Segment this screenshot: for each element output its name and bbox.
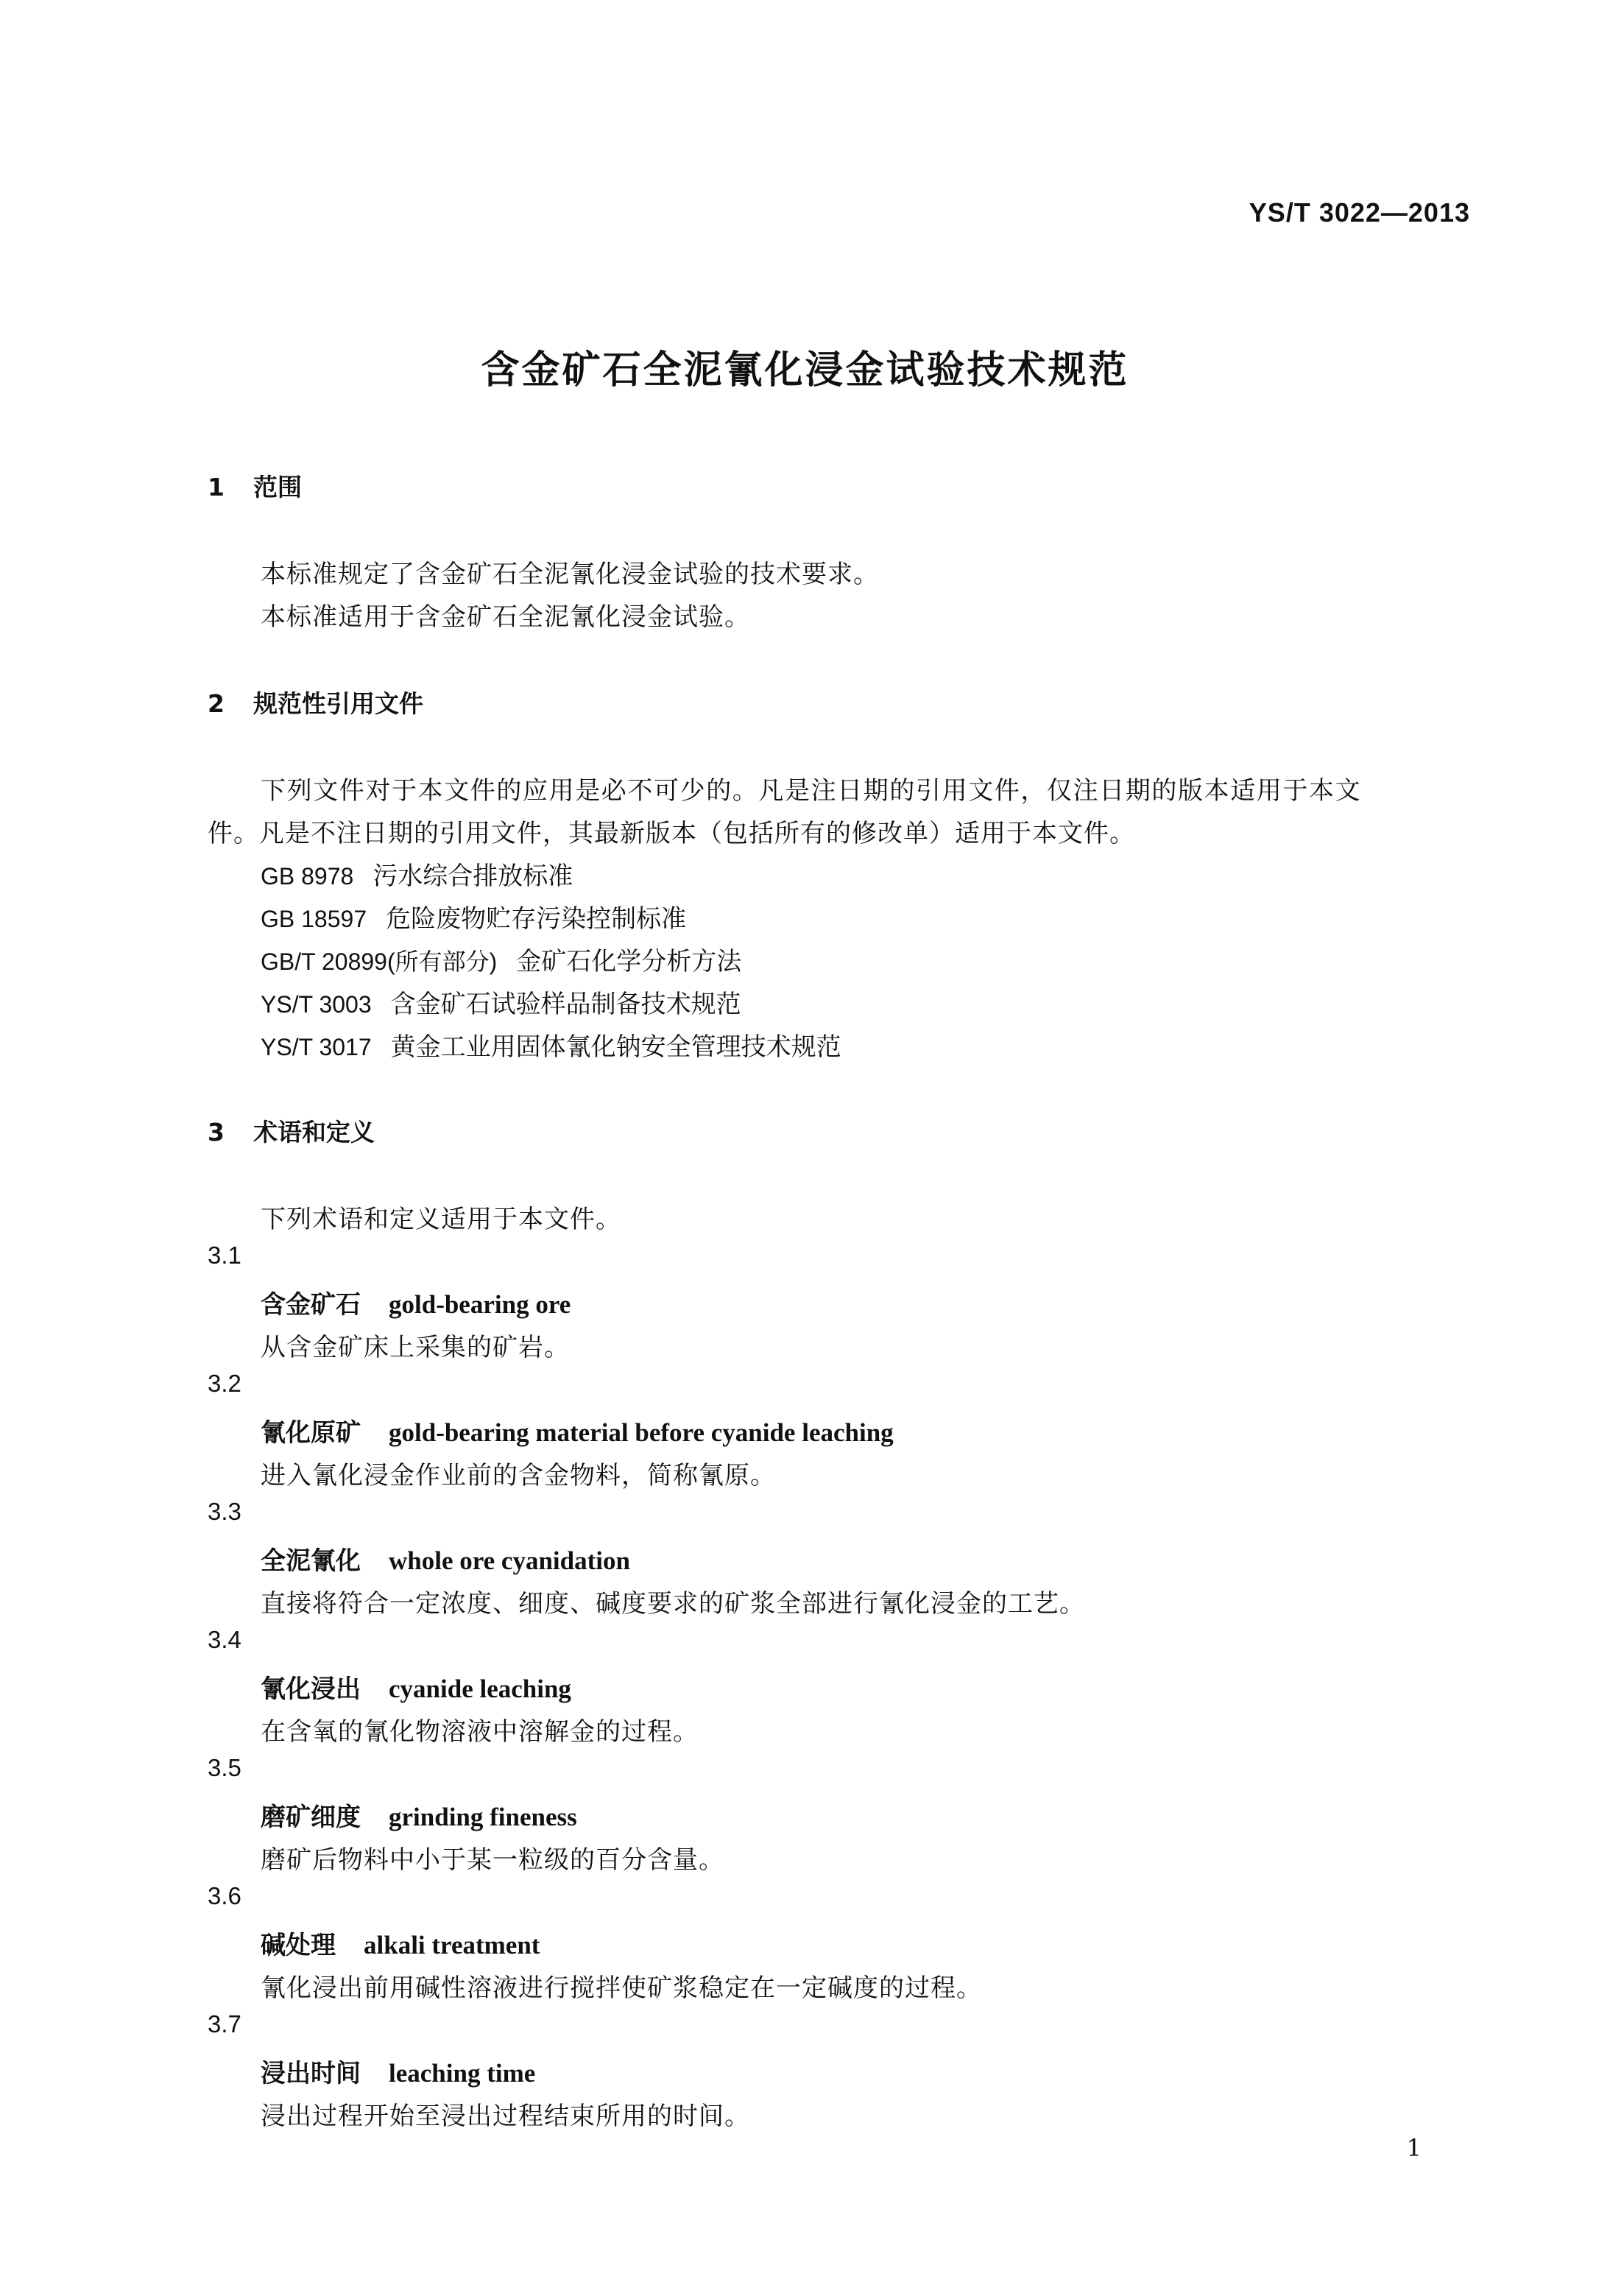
section-2-heading bbox=[208, 685, 423, 719]
reference-title: 金矿石化学分析方法 bbox=[516, 947, 742, 976]
term-english: cyanide leaching bbox=[389, 1675, 571, 1703]
term-english: whole ore cyanidation bbox=[389, 1546, 630, 1575]
term-definition: 进入氰化浸金作业前的含金物料，简称氰原。 bbox=[261, 1461, 776, 1490]
term-english: gold-bearing ore bbox=[389, 1290, 571, 1319]
term-number: 3.6 bbox=[208, 1882, 241, 1909]
section-number: 2 bbox=[208, 689, 225, 718]
term-definition: 从含金矿床上采集的矿岩。 bbox=[261, 1333, 570, 1362]
reference-title: 含金矿石试验样品制备技术规范 bbox=[390, 990, 741, 1019]
term-definition: 氰化浸出前用碱性溶液进行搅拌使矿浆稳定在一定碱度的过程。 bbox=[261, 1973, 982, 2003]
scope-paragraph: 本标准规定了含金矿石全泥氰化浸金试验的技术要求。 bbox=[261, 560, 879, 589]
term-english: gold-bearing material before cyanide leaching bbox=[389, 1418, 894, 1447]
term-number: 3.4 bbox=[208, 1626, 241, 1653]
section-1-heading bbox=[208, 468, 302, 503]
document-title: 含金矿石全泥氰化浸金试验技术规范 bbox=[481, 348, 1129, 392]
standard-code: YS/T 3022—2013 bbox=[1249, 197, 1470, 228]
section-number: 3 bbox=[208, 1118, 225, 1147]
reference-code: YS/T 3003 bbox=[261, 991, 372, 1018]
term-chinese: 碱处理 bbox=[261, 1931, 336, 1960]
reference-code: GB 8978 bbox=[261, 863, 354, 890]
reference-item bbox=[261, 856, 573, 892]
term-chinese: 磨矿细度 bbox=[261, 1803, 361, 1832]
reference-title: 危险废物贮存污染控制标准 bbox=[386, 904, 687, 934]
section-number: 1 bbox=[208, 473, 225, 501]
scope-paragraph: 本标准适用于含金矿石全泥氰化浸金试验。 bbox=[261, 602, 750, 632]
terms-intro: 下列术语和定义适用于本文件。 bbox=[261, 1205, 621, 1234]
reference-code: GB/T 20899(所有部分) bbox=[261, 948, 498, 975]
term-number: 3.3 bbox=[208, 1498, 241, 1525]
reference-item bbox=[261, 898, 686, 934]
term-entry bbox=[261, 1284, 571, 1320]
term-entry bbox=[261, 2053, 535, 2089]
term-number: 3.1 bbox=[208, 1242, 241, 1269]
term-definition: 磨矿后物料中小于某一粒级的百分含量。 bbox=[261, 1845, 724, 1875]
term-english: grinding fineness bbox=[389, 1803, 577, 1831]
term-chinese: 氰化浸出 bbox=[261, 1675, 361, 1704]
term-entry bbox=[261, 1412, 894, 1448]
section-title: 规范性引用文件 bbox=[253, 689, 423, 718]
section-title: 范围 bbox=[253, 473, 302, 501]
reference-item bbox=[261, 984, 741, 1020]
reference-item bbox=[261, 1026, 841, 1063]
term-chinese: 全泥氰化 bbox=[261, 1546, 361, 1576]
reference-code: GB 18597 bbox=[261, 906, 367, 932]
term-definition: 直接将符合一定浓度、细度、碱度要求的矿浆全部进行氰化浸金的工艺。 bbox=[261, 1589, 1085, 1619]
reference-code: YS/T 3017 bbox=[261, 1034, 372, 1060]
page-number: 1 bbox=[1406, 2134, 1422, 2162]
term-number: 3.7 bbox=[208, 2010, 241, 2038]
references-intro-line: 下列文件对于本文件的应用是必不可少的。凡是注日期的引用文件，仅注日期的版本适用于本文 bbox=[261, 776, 1362, 806]
term-english: leaching time bbox=[389, 2059, 536, 2088]
reference-title: 污水综合排放标准 bbox=[373, 862, 573, 891]
term-chinese: 含金矿石 bbox=[261, 1290, 361, 1320]
term-entry bbox=[261, 1540, 630, 1577]
section-title: 术语和定义 bbox=[253, 1118, 375, 1147]
term-number: 3.5 bbox=[208, 1754, 241, 1781]
term-entry bbox=[261, 1797, 577, 1833]
term-chinese: 氰化原矿 bbox=[261, 1418, 361, 1448]
term-entry bbox=[261, 1925, 540, 1961]
term-english: alkali treatment bbox=[364, 1931, 540, 1959]
reference-title: 黄金工业用固体氰化钠安全管理技术规范 bbox=[390, 1032, 841, 1062]
term-definition: 在含氧的氰化物溶液中溶解金的过程。 bbox=[261, 1717, 699, 1747]
section-3-heading bbox=[208, 1113, 375, 1148]
term-entry bbox=[261, 1669, 571, 1705]
references-intro-line: 件。凡是不注日期的引用文件，其最新版本（包括所有的修改单）适用于本文件。 bbox=[208, 819, 1135, 848]
term-definition: 浸出过程开始至浸出过程结束所用的时间。 bbox=[261, 2102, 750, 2131]
reference-item bbox=[261, 941, 741, 977]
term-chinese: 浸出时间 bbox=[261, 2059, 361, 2088]
term-number: 3.2 bbox=[208, 1370, 241, 1397]
